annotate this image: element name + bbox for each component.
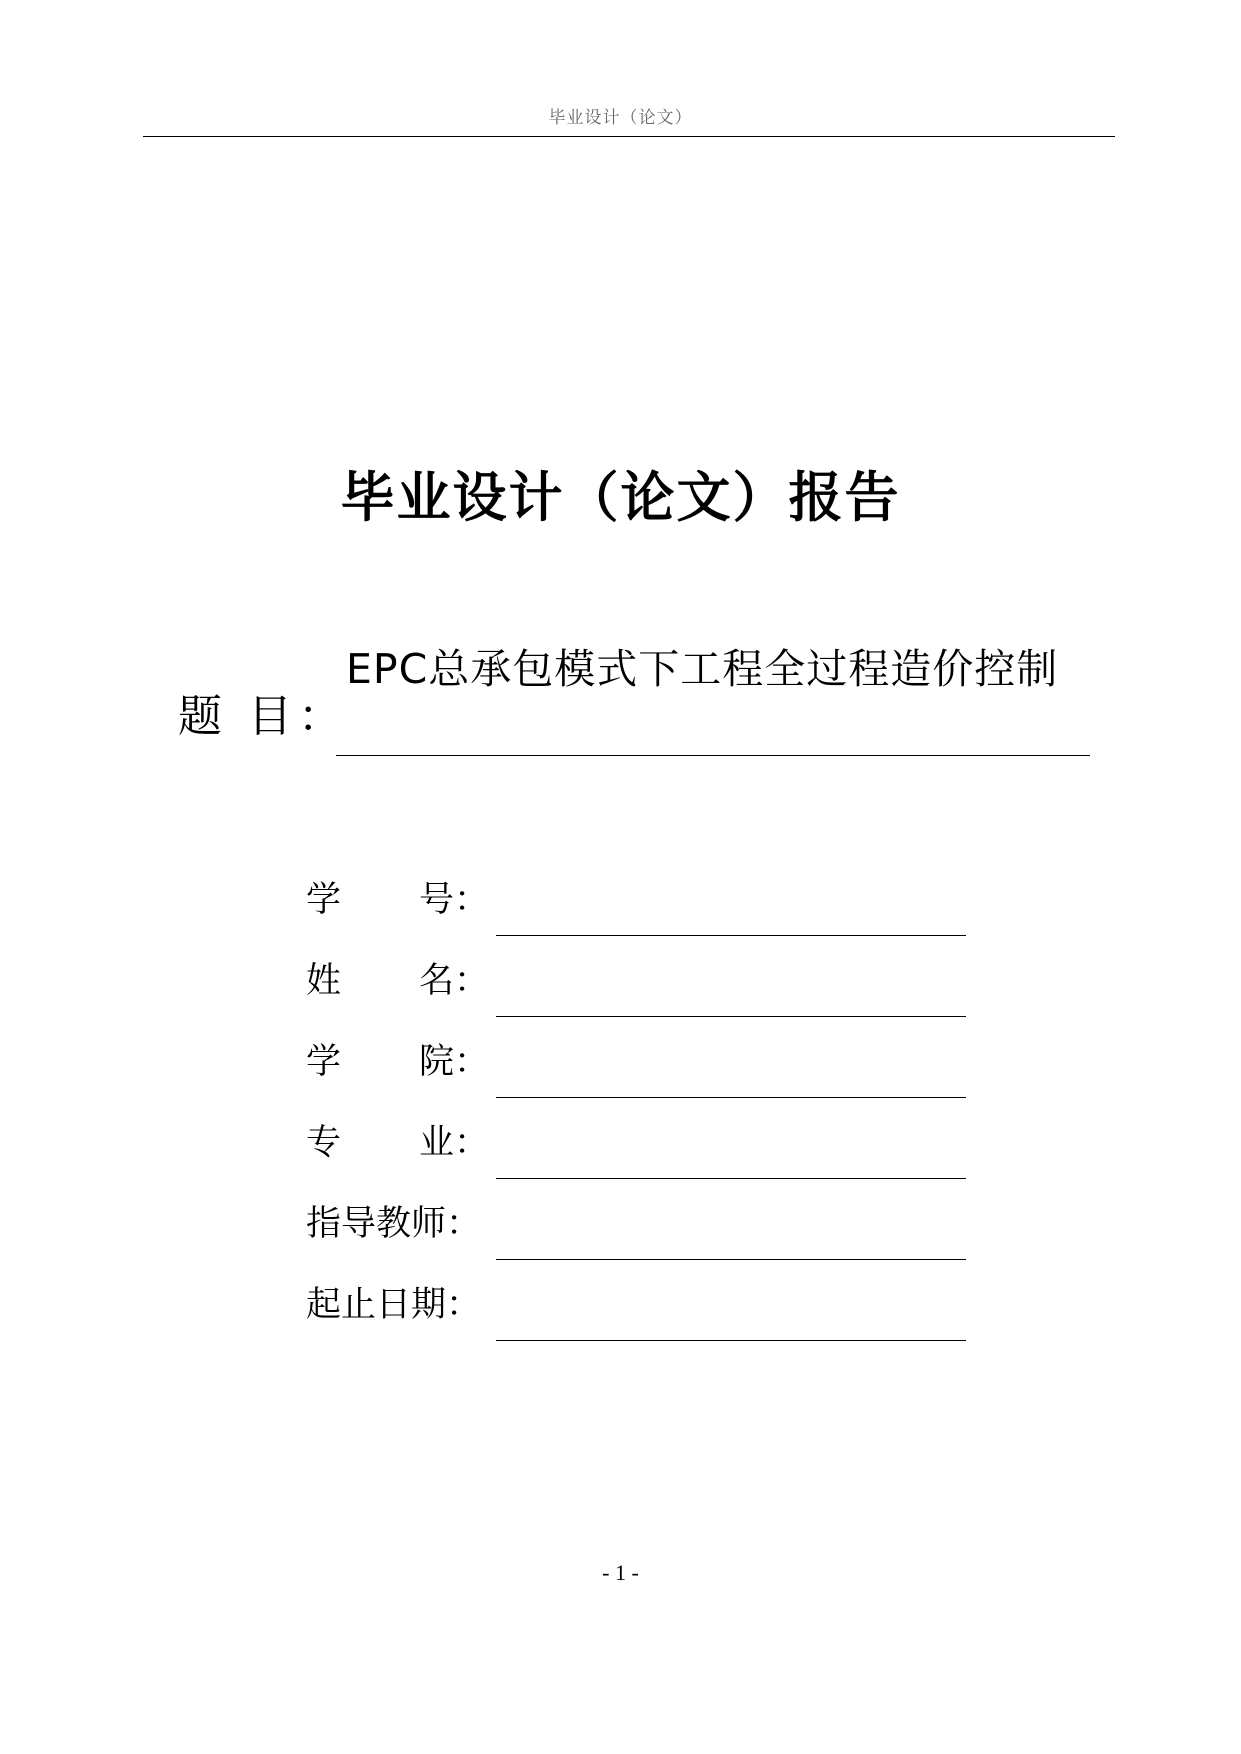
field-underline xyxy=(496,1097,966,1098)
field-underline xyxy=(496,1178,966,1179)
field-label: 指导教师： xyxy=(306,1204,482,1244)
field-advisor xyxy=(306,1199,966,1249)
field-label xyxy=(306,1118,490,1168)
field-label-first: 专 xyxy=(306,1123,342,1163)
field-student-id xyxy=(306,875,966,925)
field-label: 起止日期： xyxy=(306,1285,482,1325)
field-underline xyxy=(496,1340,966,1341)
field-underline xyxy=(496,1259,966,1260)
field-label-last: 院： xyxy=(419,1042,490,1082)
field-label xyxy=(306,875,490,925)
field-label-last: 号： xyxy=(419,880,490,920)
page-number: - 1 - xyxy=(602,1560,639,1585)
field-college xyxy=(306,1037,966,1087)
field-label-first: 学 xyxy=(306,880,342,920)
topic-underline xyxy=(336,755,1090,756)
header-text: 毕业设计（论文） xyxy=(548,108,693,128)
field-date-range xyxy=(306,1280,966,1330)
field-label xyxy=(306,1037,490,1087)
field-label-first: 学 xyxy=(306,1042,342,1082)
topic-value: EPC总承包模式下工程全过程造价控制 xyxy=(346,645,1059,693)
topic-label: 题 目： xyxy=(178,691,348,742)
header-divider xyxy=(143,136,1115,137)
field-major xyxy=(306,1118,966,1168)
field-name xyxy=(306,956,966,1006)
field-underline xyxy=(496,1016,966,1017)
field-label-last: 名： xyxy=(419,961,490,1001)
field-label xyxy=(306,956,490,1006)
report-title: 毕业设计（论文）报告 xyxy=(340,466,901,529)
field-label-last: 业： xyxy=(419,1123,490,1163)
field-underline xyxy=(496,935,966,936)
field-label-first: 姓 xyxy=(306,961,342,1001)
